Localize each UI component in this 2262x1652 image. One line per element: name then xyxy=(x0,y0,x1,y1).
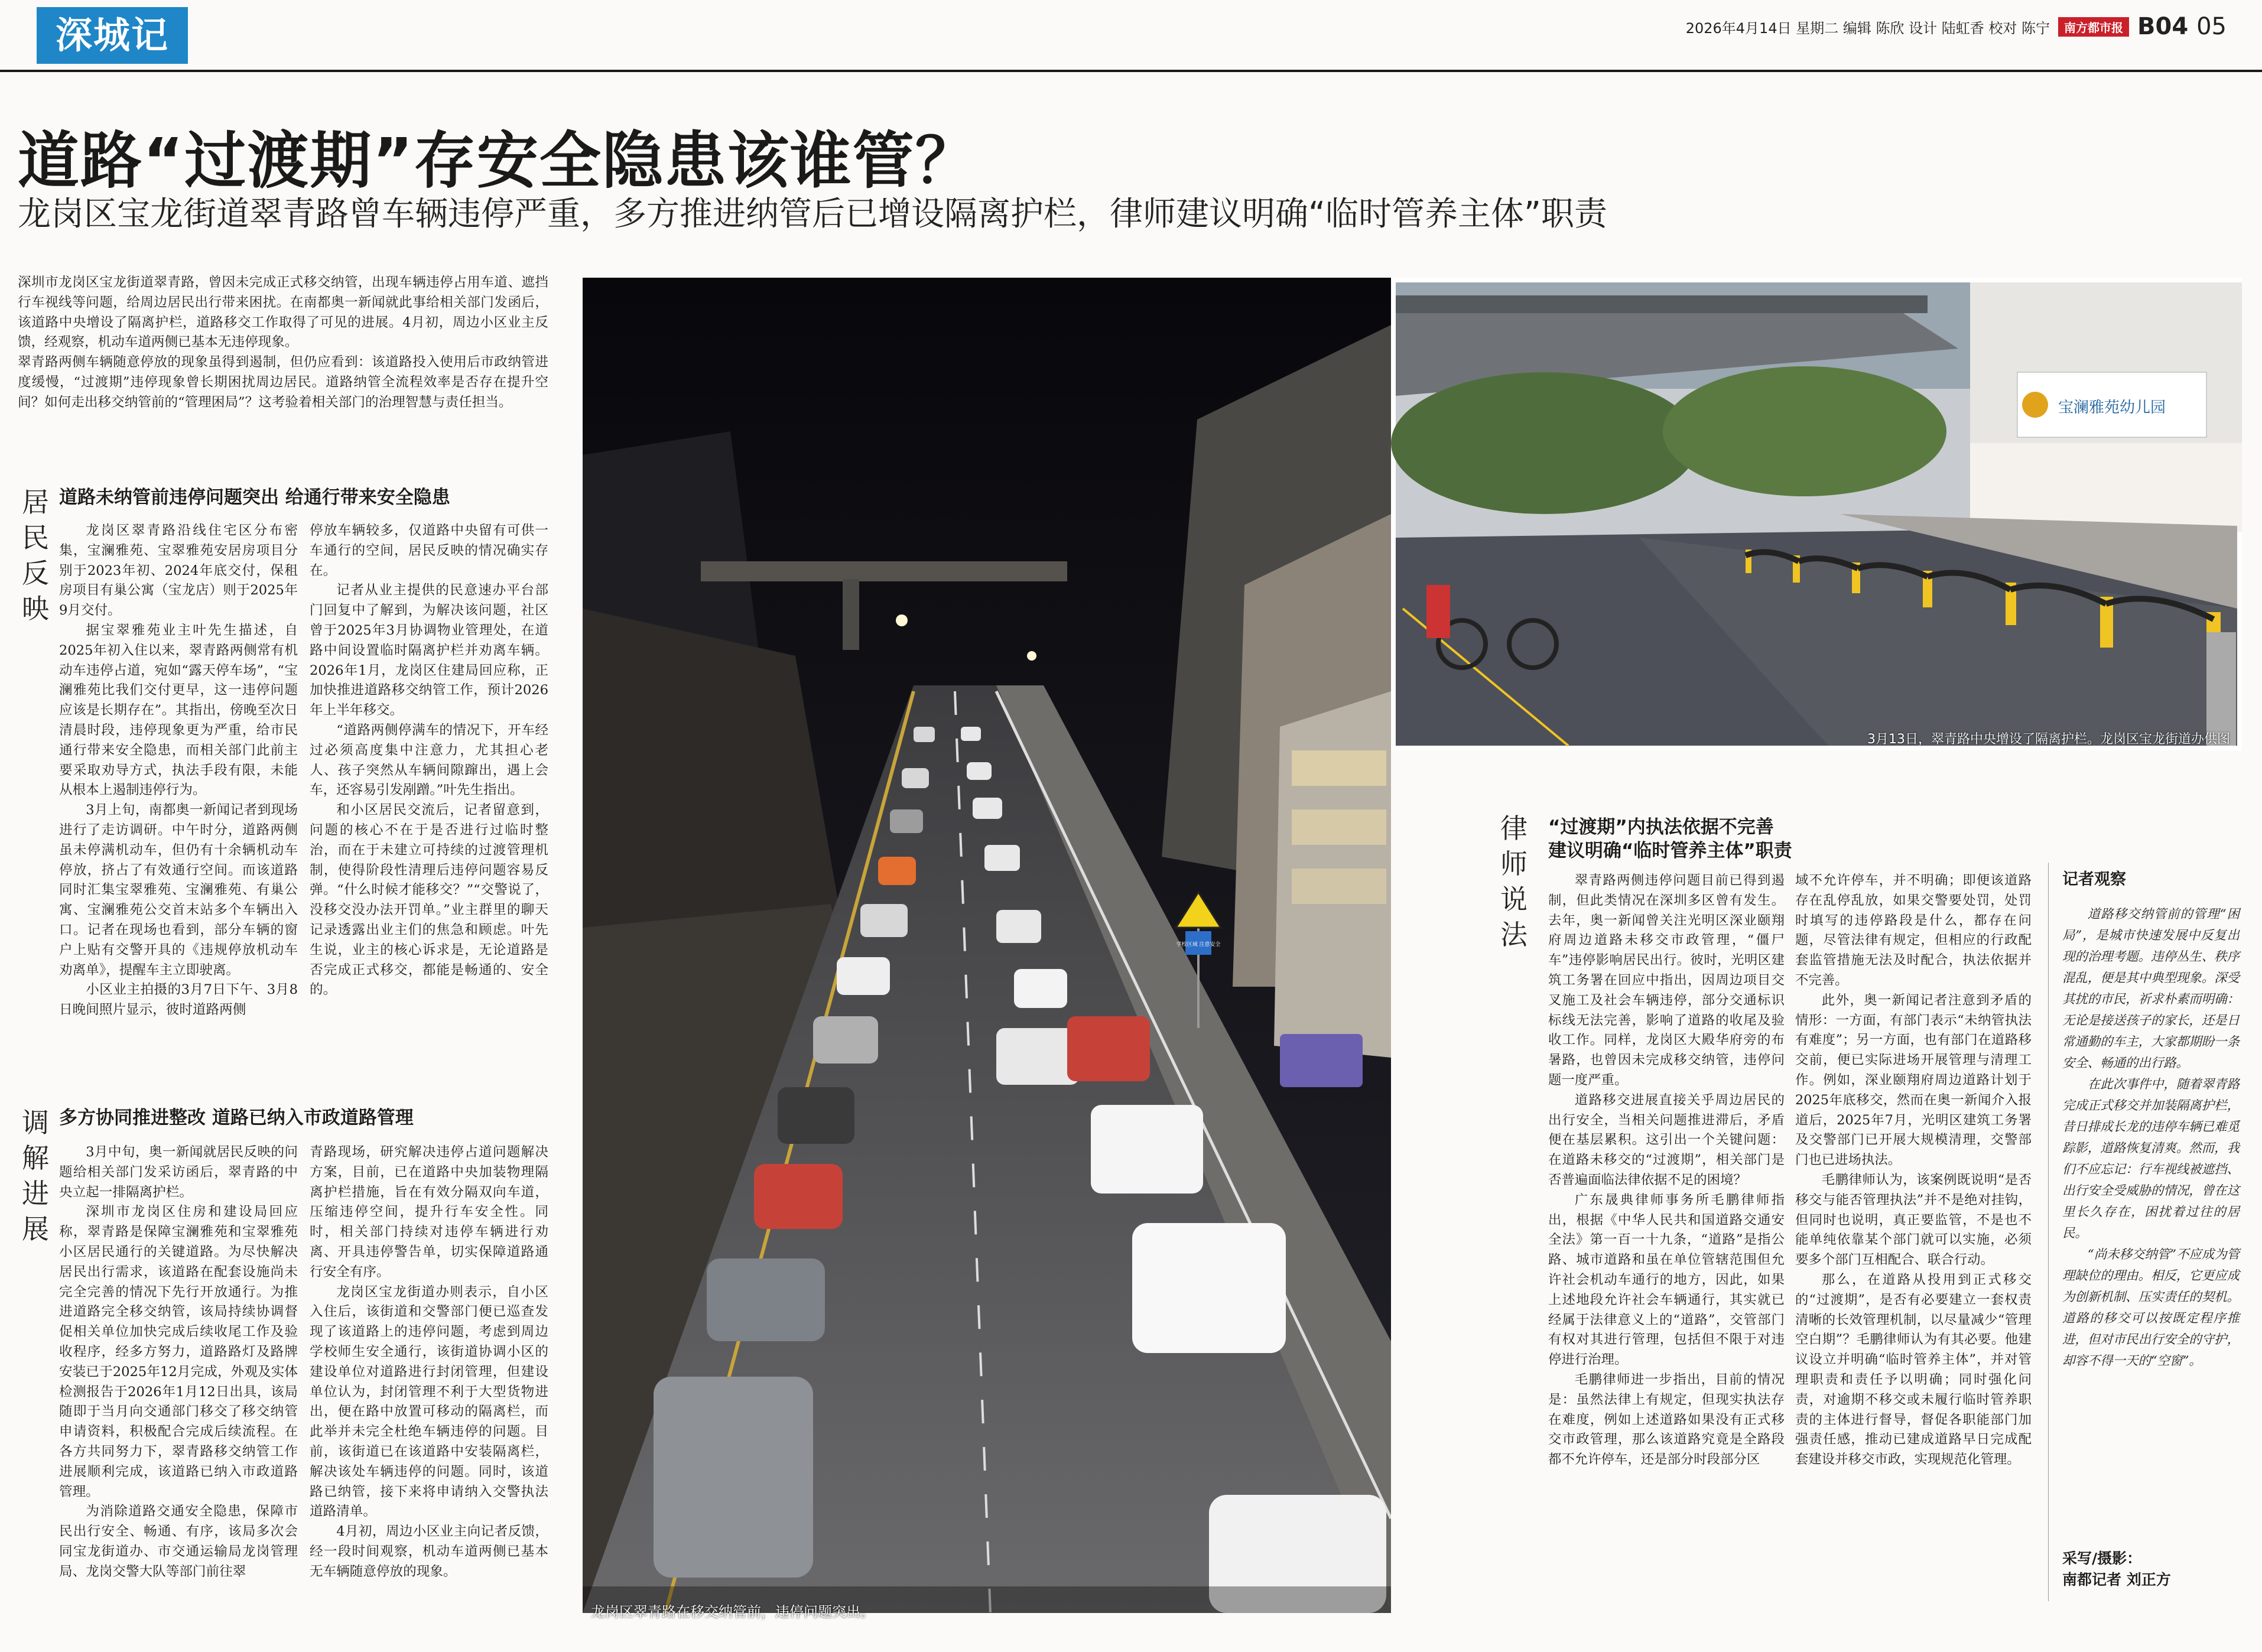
observation-body: 道路移交纳管前的管理“困局”，是城市快速发展中反复出现的治理考题。违停丛生、秩序混乱，便是其中典型现象。深受其扰的市民，祈求朴素而明确：无论是接送孩子的家长，还是日常通勤的车主，大家都期盼一条安全、畅通的出行路。 在此次事件中，随着翠青路完成正式移交并加装隔离护栏，昔日排成长龙的违停车辆已难觅踪影，道路恢复清爽。然而，我们不应忘记：行车视线被遮挡、出行安全受威胁的情况，曾在这里长久存在，困扰着过往的居民。 “尚未移交纳管”不应成为管理缺位的理由。相反，它更应成为创新机制、压实责任的契机。道路的移交可以按既定程序推进，但对市民出行安全的守护，却容不得一天的“空窗”。 xyxy=(2062,907,2240,1368)
section1-title: 道路未纳管前违停问题突出 给通行带来安全隐患 xyxy=(59,487,450,508)
observation-title: 记者观察 xyxy=(2062,870,2126,889)
kindergarten-sign: 宝澜雅苑幼儿园 xyxy=(2058,399,2166,417)
main-photo-caption: 龙岗区翠青路在移交纳管前，违停问题突出。 xyxy=(591,1604,875,1620)
section1-col1: 龙岗区翠青路沿线住宅区分布密集，宝澜雅苑、宝翠雅苑安居房项目分别于2023年初、2024年底交付，保租房项目有巢公寓（宝龙店）则于2025年9月交付。 据宝翠雅苑业主叶先生描述，自2025年初入住以来，翠青路两侧常有机动车违停占道，宛如“露天停车场”，“宝澜雅苑比我们交付更早，这一违停问题应该是长期存在”。其指出，傍晚至次日清晨时段，违停现象更为严重，给市民通行带来安全隐患，而相关部门此前主要采取劝导方式，执法手段有限，未能从根本上遏制违停行为。 3月上旬，南都奥一新闻记者到现场进行了走访调研。中午时分，道路两侧虽未停满机动车，但仍有十余辆机动车停放，挤占了有效通行空间。而该道路同时汇集宝翠雅苑、宝澜雅苑、有巢公寓、宝澜雅苑公交首末站多个车辆出入口。记者在现场也看到，部分车辆的窗户上贴有交警开具的《违规停放机动车劝离单》，提醒车主立即驶离。 小区业主拍摄的3月7日下午、3月8日晚间照片显示，彼时道路两侧 xyxy=(59,523,298,1018)
section2-col1: 3月中旬，奥一新闻就居民反映的问题给相关部门发采访函后，翠青路的中央立起一排隔离护栏。 深圳市龙岗区住房和建设局回应称，翠青路是保障宝澜雅苑和宝翠雅苑小区居民通行的关键道路。为尽快解决居民出行需求，该道路在配套设施尚未完全完善的情况下先行开放通行。为推进道路完全移交纳管，该局持续协调督促相关单位加快完成后续收尾工作及验收程序，经多方努力，道路路灯及路牌安装已于2025年12月完成，外观及实体检测报告于2026年1月12日出具，该局随即于当月向交通部门移交了移交纳管申请资料，积极配合完成后续流程。在各方共同努力下，翠青路移交纳管工作进展顺利完成，该道路已纳入市政道路管理。 为消除道路交通安全隐患，保障市民出行安全、畅通、有序，该局多次会同宝龙街道办、市交通运输局龙岗管理局、龙岗交警大队等部门前往翠 xyxy=(59,1144,298,1579)
date-line: 2026年4月14日 星期二 编辑 陈欣 设计 陆虹香 校对 陈宁 xyxy=(1685,19,2050,37)
section2-label: 调解进展 xyxy=(22,1107,49,1245)
street-sign-text: 学校区域 注意安全 xyxy=(1176,942,1221,948)
observation-divider xyxy=(2048,863,2049,1601)
subtitle: 龙岗区宝龙街道翠青路曾车辆违停严重，多方推进纳管后已增设隔离护栏，律师建议明确“临时管养主体”职责 xyxy=(18,195,1608,233)
section3-title-line1: “过渡期”内执法依据不完善 xyxy=(1548,817,1774,838)
page-number: B04 05 xyxy=(2137,13,2227,40)
section3-label: 律师说法 xyxy=(1500,812,1528,951)
section3-title-line2: 建议明确“临时管养主体”职责 xyxy=(1548,840,1792,861)
section2-col2: 青路现场，研究解决违停占道问题解决方案，目前，已在道路中央加装物理隔离护栏措施，旨在有效分隔双向车道，压缩违停空间，提升行车安全性。同时，相关部门持续对违停车辆进行劝离、开具违停警告单，切实保障道路通行安全有序。 龙岗区宝龙街道办则表示，自小区入住后，该街道和交警部门便已巡查发现了该道路上的违停问题，考虑到周边学校师生安全通行，该街道协调小区的建设单位对道路进行封闭管理，但建设单位认为，封闭管理不利于大型货物进出，便在路中放置可移动的隔离栏，而此举并未完全杜绝车辆违停的问题。目前，该街道已在该道路中安装隔离栏，解决该处车辆违停的问题。同时，该道路已纳管，接下来将申请纳入交警执法道路清单。 4月初，周边小区业主向记者反馈，经一段时间观察，机动车道两侧已基本无车辆随意停放的现象。 xyxy=(310,1144,548,1579)
header-info xyxy=(1686,13,2227,40)
section-badge: 深城记 xyxy=(37,7,188,64)
top-right-photo xyxy=(1391,278,2242,750)
paper-logo: 南方都市报 xyxy=(2058,17,2129,37)
main-photo xyxy=(583,278,1391,1613)
masthead-rule xyxy=(0,70,2262,72)
lead-text: 深圳市龙岗区宝龙街道翠青路，曾因未完成正式移交纳管，出现车辆违停占用车道、遮挡行车视线等问题，给周边居民出行带来困扰。在南都奥一新闻就此事给相关部门发函后，该道路中央增设了隔离护栏，道路移交工作取得了可见的进展。4月初，周边小区业主反馈，经观察，机动车道两侧已基本无违停现象。 翠青路两侧车辆随意停放的现象虽得到遏制，但仍应看到：该道路投入使用后市政纳管进度缓慢，“过渡期”违停现象曾长期困扰周边居民。道路纳管全流程效率是否存在提升空间？如何走出移交纳管前的“管理困局”？这考验着相关部门的治理智慧与责任担当。 xyxy=(18,275,548,410)
section1-col2: 停放车辆较多，仅道路中央留有可供一车通行的空间，居民反映的情况确实存在。 记者从业主提供的民意速办平台部门回复中了解到，为解决该问题，社区曾于2025年3月协调物业管理处，在道路中间设置临时隔离护栏并劝离车辆。2026年1月，龙岗区住建局回应称，正加快推进道路移交纳管工作，预计2026年上半年移交。 “道路两侧停满车的情况下，开车经过必须高度集中注意力，尤其担心老人、孩子突然从车辆间隙蹿出，遇上会车，还容易引发剐蹭。”叶先生指出。 和小区居民交流后，记者留意到，问题的核心不在于是否进行过临时整治，而在于未建立可持续的过渡管理机制，使得阶段性清理后违停问题容易反弹。“什么时候才能移交？”“交警说了，没移交没办法开罚单。”业主群里的聊天记录透露出业主们的焦急和顾虑。叶先生说，业主的核心诉求是，无论道路是否完成正式移交，都能是畅通的、安全的。 xyxy=(310,523,548,998)
headline: 道路“过渡期”存安全隐患该谁管？ xyxy=(18,125,978,197)
section2-title: 多方协同推进整改 道路已纳入市政道路管理 xyxy=(59,1107,414,1129)
top-right-caption: 3月13日，翠青路中央增设了隔离护栏。龙岗区宝龙街道办供图 xyxy=(1867,732,2230,747)
section3-col1: 翠青路两侧违停问题目前已得到遏制，但此类情况在深圳多区曾有发生。去年，奥一新闻曾关注光明区深业颐翔府周边道路未移交市政管理，“僵尸车”违停影响居民出行。彼时，光明区建筑工务署在回应中指出，因周边项目交叉施工及社会车辆违停，部分交通标识标线无法完善，影响了道路的收尾及验收工作。同样，龙岗区大殿华府旁的布暑路，也曾因未完成移交纳管，违停问题一度严重。 道路移交进展直接关乎周边居民的出行安全，当相关问题推进滞后，矛盾便在基层累积。这引出一个关键问题：在道路未移交的“过渡期”，相关部门是否普遍面临法律依据不足的困境？ 广东晟典律师事务所毛鹏律师指出，根据《中华人民共和国道路交通安全法》第一百一十九条，“道路”是指公路、城市道路和虽在单位管辖范围但允许社会机动车通行的地方，因此，如果上述地段允许社会车辆通行，其实就已经属于法律意义上的“道路”，交管部门有权对其进行管理，包括但不限于对违停进行治理。 毛鹏律师进一步指出，目前的情况是：虽然法律上有规定，但现实执法存在难度，例如上述道路如果没有正式移交市政管理，那么该道路究竟是全路段都不允许停车，还是部分时段部分区 xyxy=(1548,873,1785,1468)
section1-label: 居民反映 xyxy=(22,486,49,625)
section3-col2: 域不允许停车，并不明确；即便该道路存在乱停乱放，如果交警要处罚，处罚时填写的违停路段是什么，都存在问题，尽管法律有规定，但相应的行政配套监管措施无法及时配合，执法依据并不完善。 此外，奥一新闻记者注意到矛盾的情形：一方面，有部门表示“未纳管执法有难度”；另一方面，也有部门在道路移交前，便已实际进场开展管理与清理工作。例如，深业颐翔府周边道路计划于2025年底移交，然而在奥一新闻介入报道后，2025年7月，光明区建筑工务署及交警部门已开展大规模清理，交警部门也已进场执法。 毛鹏律师认为，该案例既说明“是否移交与能否管理执法”并不是绝对挂钩，但同时也说明，真正要监管，不是也不能单纯依靠某个部门就可以实施，必须要多个部门互相配合、联合行动。 那么，在道路从投用到正式移交的“过渡期”，是否有必要建立一套权责清晰的长效管理机制，以尽量减少“管理空白期”？毛鹏律师认为有其必要。他建议设立并明确“临时管养主体”，并对管理职责和责任予以明确；同时强化问责，对逾期不移交或未履行临时管养职责的主体进行督导，督促各职能部门加强责任感，推动已建成道路早日完成配套建设并移交市政，实现规范化管理。 xyxy=(1795,873,2032,1468)
byline: 采写/摄影： 南都记者 刘正方 xyxy=(2062,1550,2171,1588)
